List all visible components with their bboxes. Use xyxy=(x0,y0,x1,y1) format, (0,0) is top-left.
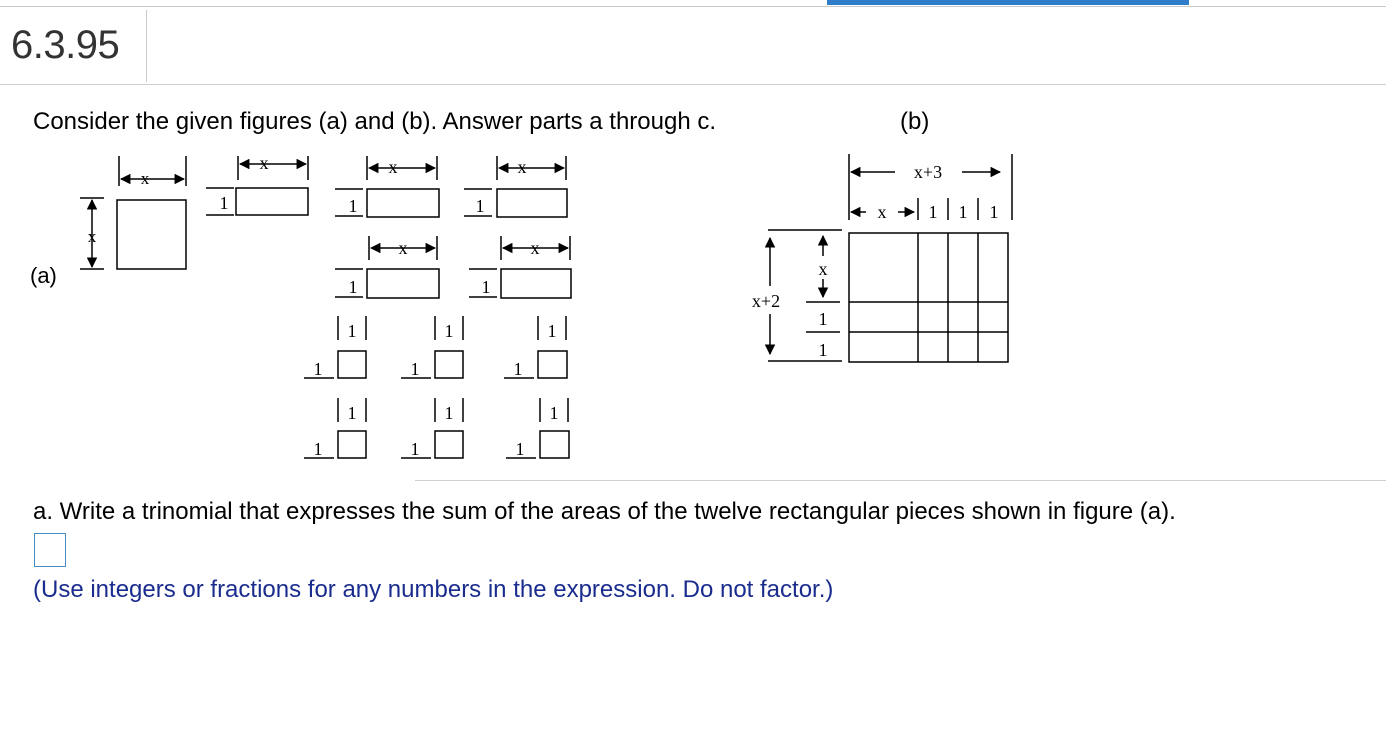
one-label: 1 xyxy=(313,439,323,459)
one-label: 1 xyxy=(444,403,454,423)
header-divider xyxy=(0,6,1386,7)
one-label: 1 xyxy=(410,359,420,379)
progress-accent-bar xyxy=(827,0,1189,5)
section-divider xyxy=(0,84,1386,85)
figure-a-label: (a) xyxy=(30,263,57,288)
figures-area xyxy=(0,140,1040,470)
one-label: 1 xyxy=(818,309,828,329)
one-label: 1 xyxy=(958,202,968,222)
answer-input[interactable] xyxy=(34,533,66,567)
question-number-divider xyxy=(146,10,147,82)
one-label: 1 xyxy=(818,340,828,360)
part-a-hint: (Use integers or fractions for any numbers in the expression. Do not factor.) xyxy=(33,576,834,603)
one-label: 1 xyxy=(928,202,938,222)
one-label: 1 xyxy=(348,196,358,216)
x-label: x xyxy=(818,259,828,279)
x-squared-piece xyxy=(80,156,186,269)
question-number: 6.3.95 xyxy=(11,23,120,67)
one-label: 1 xyxy=(989,202,999,222)
one-label: 1 xyxy=(219,193,229,213)
x-label: x xyxy=(87,227,97,246)
question-intro: Consider the given figures (a) and (b). Answer parts a through c. xyxy=(33,108,717,135)
x-label: x xyxy=(517,157,527,177)
one-label: 1 xyxy=(549,403,559,423)
figure-b-heading: (b) xyxy=(900,108,930,135)
one-label: 1 xyxy=(515,439,525,459)
one-label: 1 xyxy=(444,321,454,341)
figures-svg xyxy=(0,140,1040,470)
x-label: x xyxy=(140,169,150,188)
height-label: x+2 xyxy=(751,291,781,311)
section-divider xyxy=(415,480,1386,481)
one-label: 1 xyxy=(547,321,557,341)
figure-a-labels xyxy=(88,153,559,459)
one-label: 1 xyxy=(348,277,358,297)
one-label: 1 xyxy=(475,196,485,216)
one-label: 1 xyxy=(313,359,323,379)
one-label: 1 xyxy=(481,277,491,297)
one-label: 1 xyxy=(347,403,357,423)
figure-b-labels xyxy=(752,162,999,360)
one-label: 1 xyxy=(347,321,357,341)
figure-a xyxy=(80,156,571,458)
x-label: x xyxy=(530,238,540,258)
one-label: 1 xyxy=(410,439,420,459)
x-label: x xyxy=(388,157,398,177)
x-label: x xyxy=(877,202,887,222)
x-label: x xyxy=(259,153,269,173)
one-label: 1 xyxy=(513,359,523,379)
figure-b xyxy=(768,154,1012,362)
width-label: x+3 xyxy=(913,162,943,182)
part-a-prompt: a. Write a trinomial that expresses the sum of the areas of the twelve rectangular pieces shown in figure (a). xyxy=(33,498,1176,525)
x-label: x xyxy=(398,238,408,258)
